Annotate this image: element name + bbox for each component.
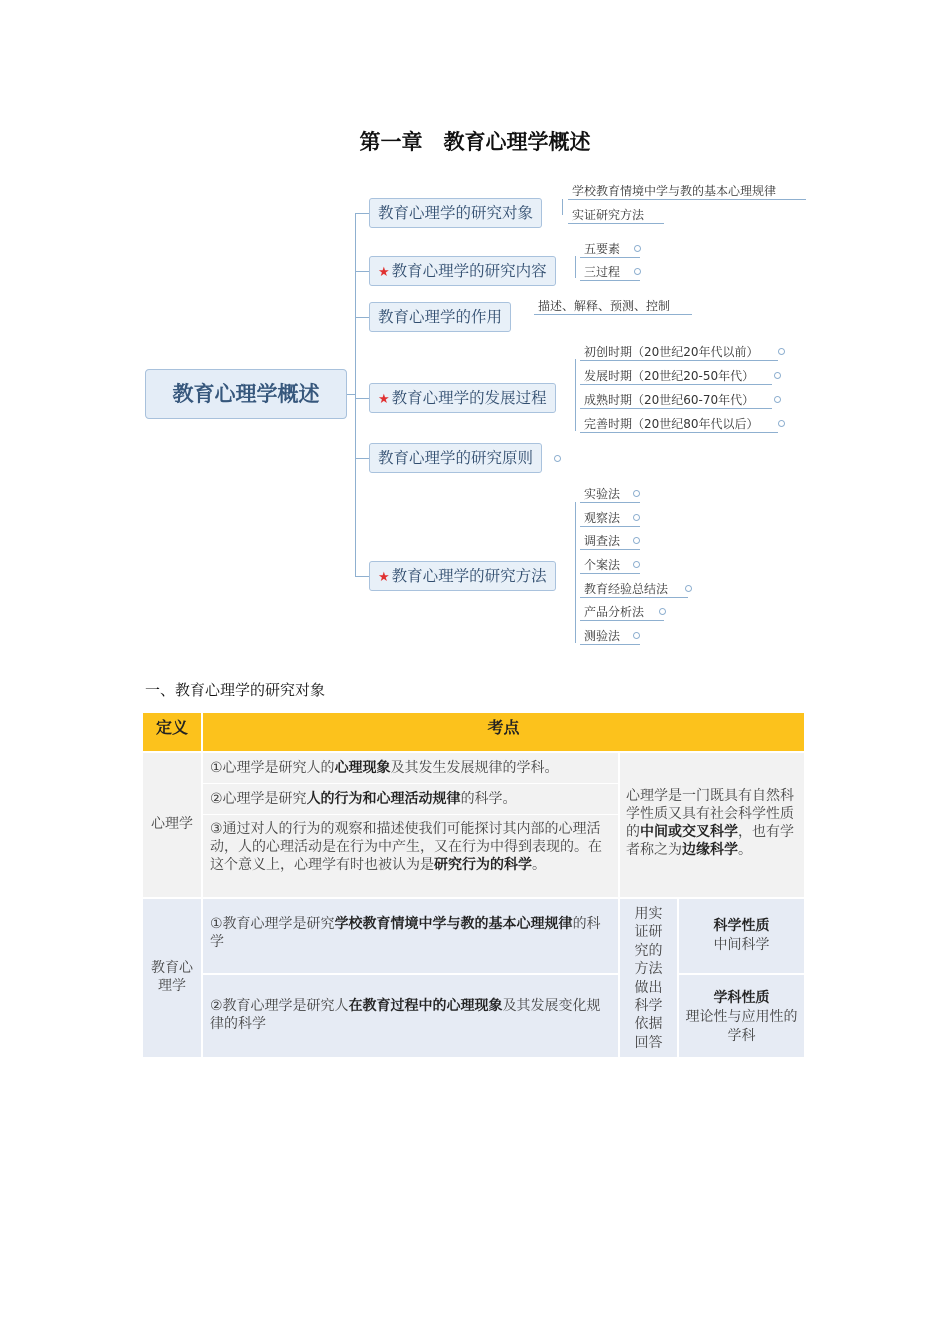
leaf: 教育经验总结法 [580,581,688,598]
connector [347,394,355,395]
psychology-point-2: ②心理学是研究人的行为和心理活动规律的科学。 [203,784,618,814]
connector [562,199,563,215]
branch-method[interactable] [369,561,556,591]
leaf: 产品分析法 [580,604,664,621]
connector [355,213,356,576]
connector [575,359,576,431]
expand-icon[interactable] [633,632,640,639]
connector [355,576,369,577]
branch-research-object[interactable] [369,198,542,228]
leaf: 初创时期（20世纪20年代以前） [580,344,778,361]
branch-principle[interactable] [369,443,542,473]
leaf: 观察法 [580,510,640,527]
connector [575,256,576,278]
star-icon: ★ [378,392,390,407]
expand-icon[interactable] [554,455,561,462]
expand-icon[interactable] [685,585,692,592]
branch-label: 教育心理学的研究原则 [378,449,534,467]
branch-research-content[interactable] [369,256,556,286]
table-header-definition: 定义 [143,713,201,751]
expand-icon[interactable] [774,396,781,403]
branch-label: 教育心理学的研究方法 [391,567,547,585]
expand-icon[interactable] [778,348,785,355]
leaf: 五要素 [580,241,640,258]
expand-icon[interactable] [634,245,641,252]
expand-icon[interactable] [633,537,640,544]
leaf: 成熟时期（20世纪60-70年代） [580,392,772,409]
connector [355,458,369,459]
edu-method-note: 用实证研究的方法做出科学依据回答 [620,899,677,1057]
expand-icon[interactable] [659,608,666,615]
leaf: 三过程 [580,264,640,281]
edu-nature-scientific: 科学性质 中间科学 [679,899,804,973]
psychology-point-1: ①心理学是研究人的心理现象及其发生发展规律的学科。 [203,753,618,783]
expand-icon[interactable] [633,490,640,497]
leaf: 调查法 [580,533,640,550]
expand-icon[interactable] [633,514,640,521]
row-label-edu-psychology: 教育心理学 [143,899,201,1057]
leaf: 个案法 [580,557,640,574]
table-header-points: 考点 [203,713,804,751]
edu-nature-discipline: 学科性质 理论性与应用性的学科 [679,975,804,1057]
expand-icon[interactable] [778,420,785,427]
row-label-psychology: 心理学 [143,753,201,897]
branch-label: 教育心理学的发展过程 [391,389,547,407]
psychology-note: 心理学是一门既具有自然科学性质又具有社会科学性质的中间或交叉科学，也有学者称之为边缘科学。 [620,753,804,897]
connector [355,317,369,318]
connector [355,213,369,214]
connector [575,502,576,643]
branch-label: 教育心理学的研究内容 [391,262,547,280]
leaf: 发展时期（20世纪20-50年代） [580,368,772,385]
branch-development[interactable] [369,383,556,413]
expand-icon[interactable] [634,268,641,275]
leaf: 实验法 [580,486,640,503]
leaf: 描述、解释、预测、控制 [534,298,692,315]
connector [355,271,369,272]
mindmap-root: 教育心理学概述 [145,369,347,419]
leaf: 学校教育情境中学与教的基本心理规律 [568,183,806,200]
edu-point-2: ②教育心理学是研究人在教育过程中的心理现象及其发展变化规律的科学 [203,975,618,1057]
expand-icon[interactable] [774,372,781,379]
leaf: 实证研究方法 [568,207,664,224]
expand-icon[interactable] [633,561,640,568]
section-heading: 一、教育心理学的研究对象 [145,681,326,699]
leaf: 完善时期（20世纪80年代以后） [580,416,778,433]
page-title: 第一章 教育心理学概述 [359,130,591,154]
connector [355,398,369,399]
branch-function[interactable] [369,302,511,332]
leaf: 测验法 [580,628,640,645]
star-icon: ★ [378,570,390,585]
star-icon: ★ [378,265,390,280]
edu-point-1: ①教育心理学是研究学校教育情境中学与教的基本心理规律的科学 [203,899,618,973]
branch-label: 教育心理学的研究对象 [378,204,534,222]
branch-label: 教育心理学的作用 [378,308,503,326]
psychology-point-3: ③通过对人的行为的观察和描述使我们可能探讨其内部的心理活动，人的心理活动是在行为中产生，又在行为中得到表现的。在这个意义上，心理学有时也被认为是研究行为的科学。 [203,815,618,897]
